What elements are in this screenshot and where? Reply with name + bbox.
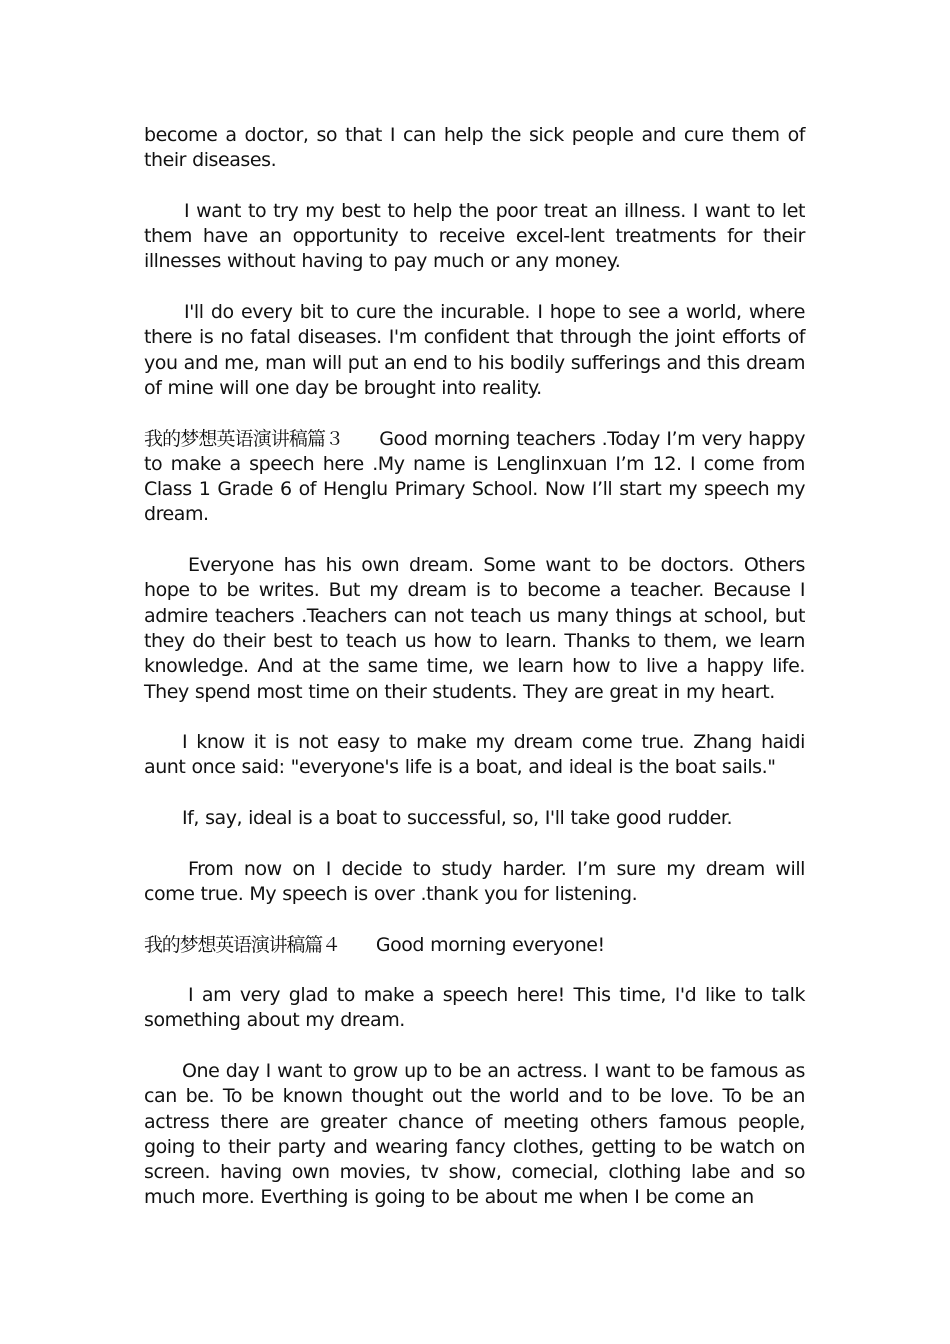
- section-4-title: 我的梦想英语演讲稿篇４: [144, 933, 340, 956]
- section-3-block: [144, 427, 805, 528]
- paragraph-1: become a doctor, so that I can help the sick people and cure them of their diseases.: [144, 124, 805, 172]
- section-3-title: 我的梦想英语演讲稿篇３: [144, 427, 344, 450]
- paragraph-5: I know it is not easy to make my dream come true. Zhang haidi aunt once said: "everyone's life is a boat, and ideal is the boat sails.": [144, 731, 805, 779]
- section-3-intro: Good morning teachers .Today I’m very happy to make a speech here .My name is Lenglinxuan I’m 12. I come from Class 1 Grade 6 of Henglu Primary School. Now I’ll start my speech my dream.: [144, 427, 805, 526]
- paragraph-4: Everyone has his own dream. Some want to be doctors. Others hope to be writes. But my dream is to become a teacher. Because I admire teachers .Teachers can not teach us many things at school, but they do their best to teach us how to learn. Thanks to them, we learn knowledge. And at the same time, we learn how to live a happy life. They spend most time on their students. They are great in my heart.: [144, 554, 805, 703]
- paragraph-3: I'll do every bit to cure the incurable. I hope to see a world, where there is no fatal diseases. I'm confident that through the joint efforts of you and me, man will put an end to his bodily sufferings and this dream of mine will one day be brought into reality.: [144, 301, 805, 399]
- paragraph-7: From now on I decide to study harder. I’m sure my dream will come true. My speech is over .thank you for listening.: [144, 857, 805, 905]
- paragraph-2: I want to try my best to help the poor treat an illness. I want to let them have an opportunity to receive excel-lent treatments for their illnesses without having to pay much or any money.: [144, 199, 805, 273]
- section-4-intro: Good morning everyone!: [375, 933, 605, 956]
- section-4-block: [144, 933, 805, 958]
- document-page: [144, 123, 805, 1236]
- paragraph-9: One day I want to grow up to be an actress. I want to be famous as can be. To be known thought out the world and to be love. To be an actress there are greater chance of meeting others famous people, going to their party and wearing fancy clothes, getting to be watch on screen. having own movies, tv show, comecial, clothing labe and so much more. Everthing is going to be about me when I be come an: [144, 1059, 805, 1209]
- paragraph-6: If, say, ideal is a boat to successful, so, I'll take good rudder.: [182, 807, 733, 830]
- paragraph-8: I am very glad to make a speech here! This time, I'd like to talk something about my dream.: [144, 984, 805, 1032]
